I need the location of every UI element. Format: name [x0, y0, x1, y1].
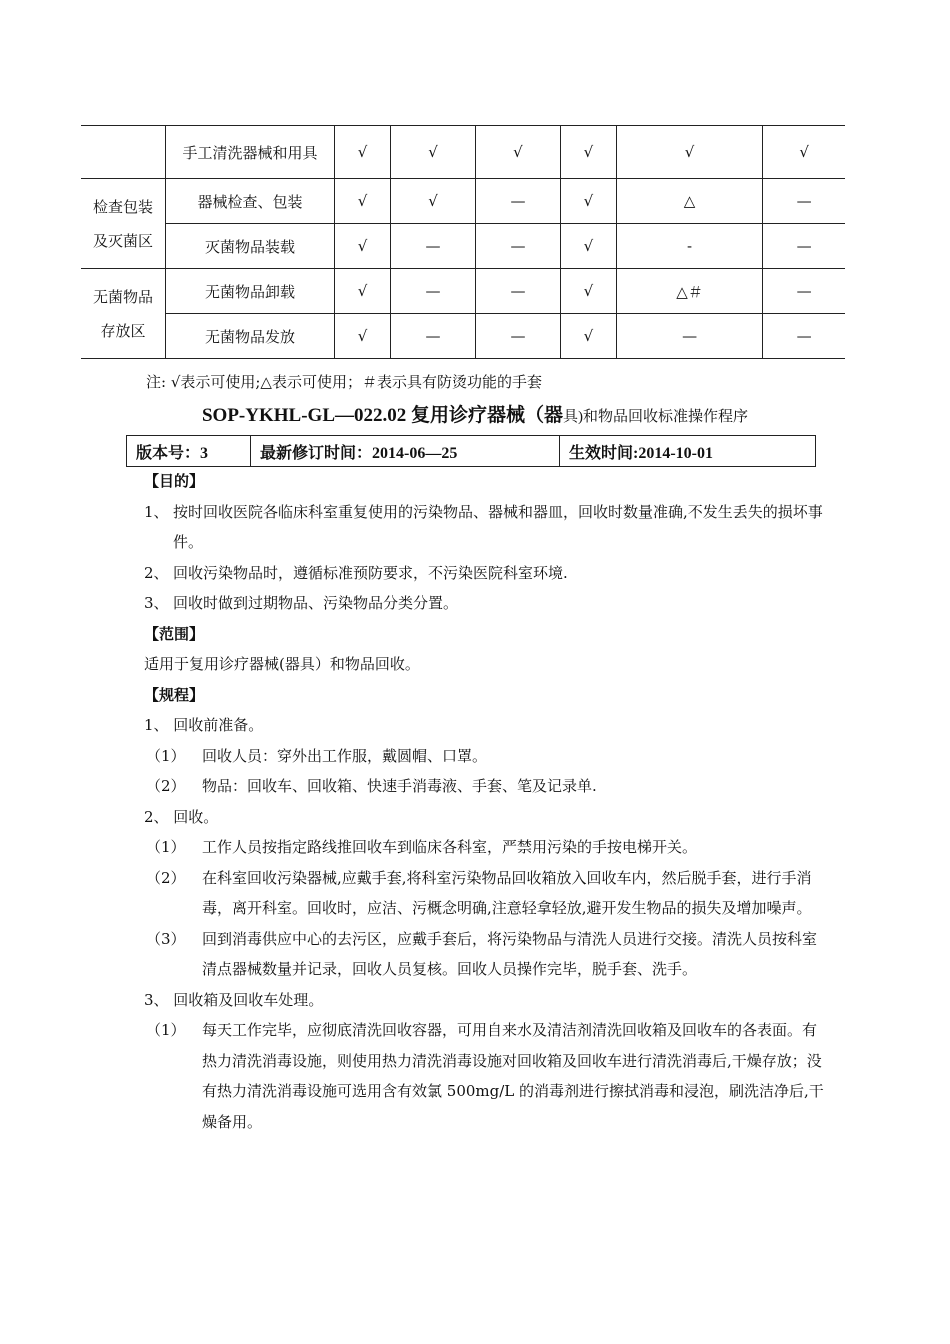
list-item [144, 558, 824, 589]
item-cell: 手工清洗器械和用具 [166, 126, 335, 179]
mark-cell: √ [560, 314, 616, 359]
table-row [81, 269, 845, 314]
item-text: 每天工作完毕，应彻底清洗回收容器，可用自来水及清洁剂清洗回收箱及回收车的各表面。有热力清洗消毒设施，则使用热力清洗消毒设施对回收箱及回收车进行清洗消毒后,干燥存放；没有热力清洗消毒设施可选用含有效氯 500mg/L 的消毒剂进行擦拭消毒和浸泡，刷洗洁净后,干燥备用。 [202, 1021, 824, 1131]
mark-cell: √ [763, 126, 845, 179]
mark-cell: — [763, 179, 845, 224]
area-label: 无菌物品 [92, 287, 153, 306]
mark-cell: √ [560, 126, 616, 179]
scope-text: 适用于复用诊疗器械(器具）和物品回收。 [144, 655, 420, 673]
item-number: （1） [146, 1021, 186, 1039]
revision-date: 最新修订时间：2014-06—25 [251, 436, 560, 467]
mark-cell: √ [391, 179, 476, 224]
title-main: SOP-YKHL-GL—022.02 复用诊疗器械（器 [201, 405, 563, 426]
list-item [146, 832, 824, 863]
item-cell: 无菌物品发放 [166, 314, 335, 359]
title-tail: 具)和物品回收标准操作程序 [563, 409, 748, 425]
mark-cell: √ [391, 126, 476, 179]
mark-cell: — [391, 314, 476, 359]
item-text: 回到消毒供应中心的去污区，应戴手套后，将污染物品与清洗人员进行交接。清洗人员按科室清点器械数量并记录，回收人员复核。回收人员操作完毕，脱手套、洗手。 [202, 929, 818, 978]
mark-cell: — [616, 314, 762, 359]
mark-cell: √ [560, 179, 616, 224]
item-text: 回收人员：穿外出工作服，戴圆帽、口罩。 [202, 746, 488, 765]
item-text: 回收时做到过期物品、污染物品分类分置。 [173, 594, 459, 612]
item-text: 回收污染物品时，遵循标准预防要求，不污染医院科室环境. [173, 563, 568, 582]
table-note: 注: √表示可使用;△表示可使用；＃表示具有防烫功能的手套 [146, 373, 542, 391]
area-label: 及灭菌区 [92, 231, 153, 250]
mark-cell: — [763, 269, 845, 314]
area-cell [81, 269, 166, 359]
version-table [126, 435, 816, 467]
mark-cell: √ [335, 224, 391, 269]
mark-cell: √ [335, 179, 391, 224]
mark-cell: √ [475, 126, 560, 179]
protection-table [81, 125, 845, 359]
table-row [81, 314, 845, 359]
mark-cell: — [391, 269, 476, 314]
mark-cell: √ [335, 314, 391, 359]
mark-cell: √ [616, 126, 762, 179]
mark-cell: — [475, 224, 560, 269]
mark-cell: △＃ [616, 269, 762, 314]
mark-cell: √ [560, 269, 616, 314]
mark-cell: - [616, 224, 762, 269]
mark-cell: — [475, 179, 560, 224]
item-cell: 灭菌物品装载 [166, 224, 335, 269]
list-item [144, 497, 824, 558]
table-row [81, 126, 845, 179]
area-cell [81, 126, 166, 179]
mark-cell: √ [335, 269, 391, 314]
list-item [146, 863, 824, 924]
table-row [127, 436, 816, 467]
section-heading: 【目的】 [144, 472, 205, 490]
step-heading: 2、 回收。 [144, 807, 219, 826]
version-number: 版本号：3 [127, 436, 251, 467]
item-text: 按时回收医院各临床科室重复使用的污染物品、器械和器皿，回收时数量准确,不发生丢失的损坏事件。 [173, 502, 823, 551]
item-number: （2） [146, 777, 186, 795]
item-number: （1） [146, 746, 186, 765]
area-label: 检查包装 [92, 197, 153, 216]
section-heading: 【范围】 [144, 624, 205, 643]
mark-cell: — [763, 224, 845, 269]
document-body [144, 466, 824, 1137]
mark-cell: — [763, 314, 845, 359]
table-row [81, 179, 845, 224]
mark-cell: △ [616, 179, 762, 224]
item-number: （2） [146, 868, 186, 887]
item-number: 2、 [144, 563, 169, 582]
step-heading: 3、 回收箱及回收车处理。 [144, 990, 324, 1009]
area-cell [81, 179, 166, 269]
item-text: 工作人员按指定路线推回收车到临床各科室，严禁用污染的手按电梯开关。 [202, 838, 698, 856]
item-text: 在科室回收污染器械,应戴手套,将科室污染物品回收箱放入回收车内，然后脱手套，进行手消毒，离开科室。回收时，应洁、污概念明确,注意轻拿轻放,避开发生物品的损失及增加噪声。 [202, 868, 812, 917]
item-number: （3） [146, 929, 186, 948]
area-label: 存放区 [100, 321, 146, 340]
mark-cell: — [475, 314, 560, 359]
mark-cell: √ [560, 224, 616, 269]
step-heading: 1、 回收前准备。 [144, 716, 264, 734]
page-title [0, 400, 950, 427]
item-text: 物品：回收车、回收箱、快速手消毒液、手套、笔及记录单. [202, 777, 597, 795]
item-cell: 无菌物品卸载 [166, 269, 335, 314]
mark-cell: — [391, 224, 476, 269]
list-item [146, 924, 824, 985]
mark-cell: √ [335, 126, 391, 179]
table-row [81, 224, 845, 269]
item-cell: 器械检查、包装 [166, 179, 335, 224]
list-item [146, 741, 824, 772]
list-item [144, 588, 824, 619]
list-item [146, 771, 824, 802]
effective-date: 生效时间:2014-10-01 [560, 436, 816, 467]
item-number: （1） [146, 838, 186, 856]
section-heading: 【规程】 [144, 685, 205, 704]
item-number: 3、 [144, 594, 169, 612]
list-item [146, 1015, 824, 1137]
mark-cell: — [475, 269, 560, 314]
item-number: 1、 [144, 502, 169, 521]
